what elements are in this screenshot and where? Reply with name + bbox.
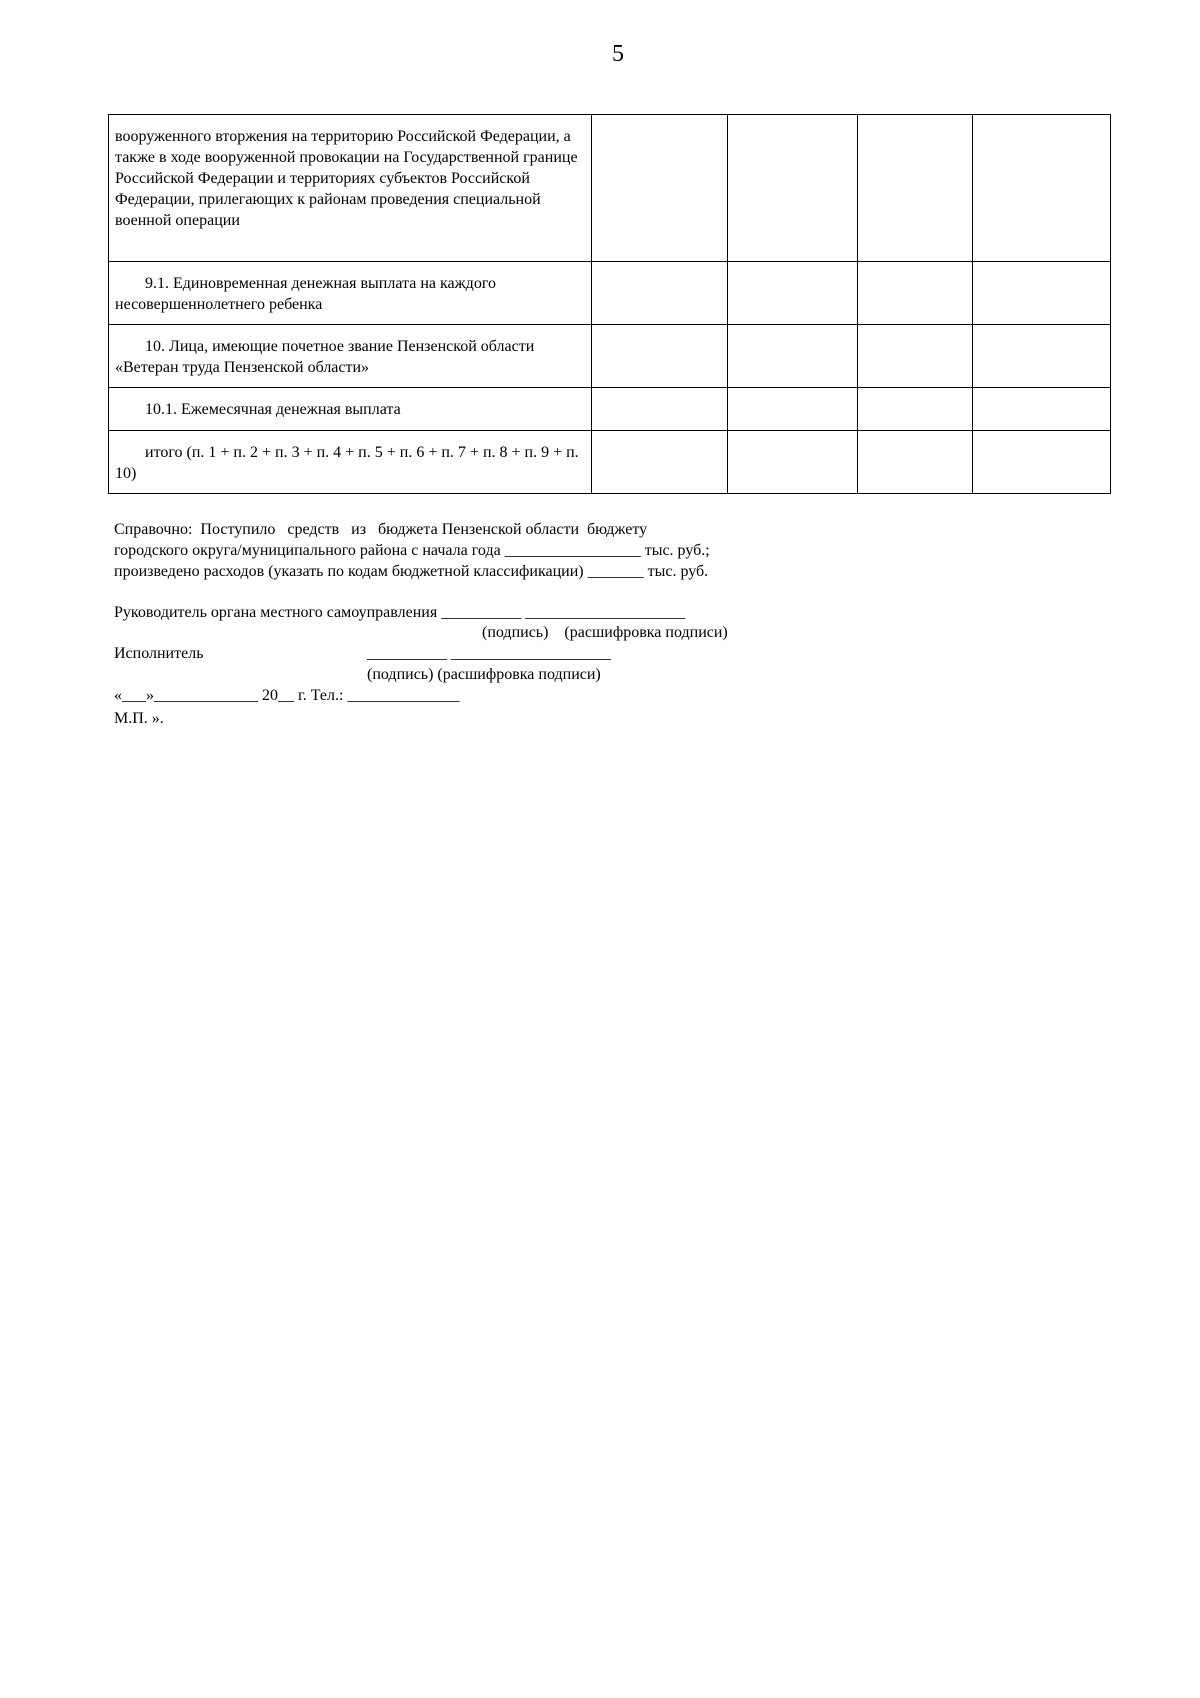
table-cell xyxy=(858,115,973,262)
page-number: 5 xyxy=(612,41,624,67)
table-cell xyxy=(592,431,728,494)
table-cell xyxy=(973,262,1111,325)
row-label: вооруженного вторжения на территорию Российской Федерации, а также в ходе вооруженной провокации на Государственной границе Российской Федерации и территориях субъектов Российской Федерации, прилегающих к районам проведения специальной военной операции xyxy=(109,115,592,262)
table-cell xyxy=(728,431,858,494)
table-cell xyxy=(973,325,1111,388)
date-phone-line: «___»_____________ 20__ г. Тел.: ______________ xyxy=(114,687,460,704)
table-cell xyxy=(592,388,728,431)
table-cell xyxy=(592,115,728,262)
table-cell xyxy=(592,262,728,325)
row-label: итого (п. 1 + п. 2 + п. 3 + п. 4 + п. 5 + п. 6 + п. 7 + п. 8 + п. 9 + п. 10) xyxy=(109,431,592,494)
row-label: 9.1. Единовременная денежная выплата на каждого несовершеннолетнего ребенка xyxy=(109,262,592,325)
table-cell xyxy=(858,388,973,431)
table-row xyxy=(109,115,1111,262)
table-cell xyxy=(858,325,973,388)
head-signature-line: Руководитель органа местного самоуправления __________ ____________________ xyxy=(114,604,686,621)
table-cell xyxy=(728,325,858,388)
table-cell xyxy=(728,262,858,325)
table-cell xyxy=(728,115,858,262)
table-cell xyxy=(973,115,1111,262)
executor-label: Исполнитель xyxy=(114,645,204,662)
table-cell xyxy=(592,325,728,388)
executor-signature-line: __________ ____________________ xyxy=(367,645,611,662)
reference-line-2: городского округа/муниципального района с начала года _________________ тыс. руб.; xyxy=(114,542,710,559)
table-cell xyxy=(858,262,973,325)
table-row xyxy=(109,325,1111,388)
table-cell xyxy=(728,388,858,431)
reference-line-1: Справочно: Поступило средств из бюджета Пензенской области бюджету xyxy=(114,521,648,538)
table-row xyxy=(109,262,1111,325)
row-label: 10.1. Ежемесячная денежная выплата xyxy=(109,388,592,431)
head-signature-caption: (подпись) (расшифровка подписи) xyxy=(482,624,728,641)
row-label: 10. Лица, имеющие почетное звание Пензенской области «Ветеран труда Пензенской области» xyxy=(109,325,592,388)
table-cell xyxy=(858,431,973,494)
table-row xyxy=(109,388,1111,431)
executor-signature-caption: (подпись) (расшифровка подписи) xyxy=(367,666,601,683)
table-cell xyxy=(973,431,1111,494)
table-row xyxy=(109,431,1111,494)
table-cell xyxy=(973,388,1111,431)
reference-line-3: произведено расходов (указать по кодам бюджетной классификации) _______ тыс. руб. xyxy=(114,563,709,580)
stamp-mark: М.П. ». xyxy=(114,710,164,727)
benefits-table xyxy=(108,114,1111,494)
